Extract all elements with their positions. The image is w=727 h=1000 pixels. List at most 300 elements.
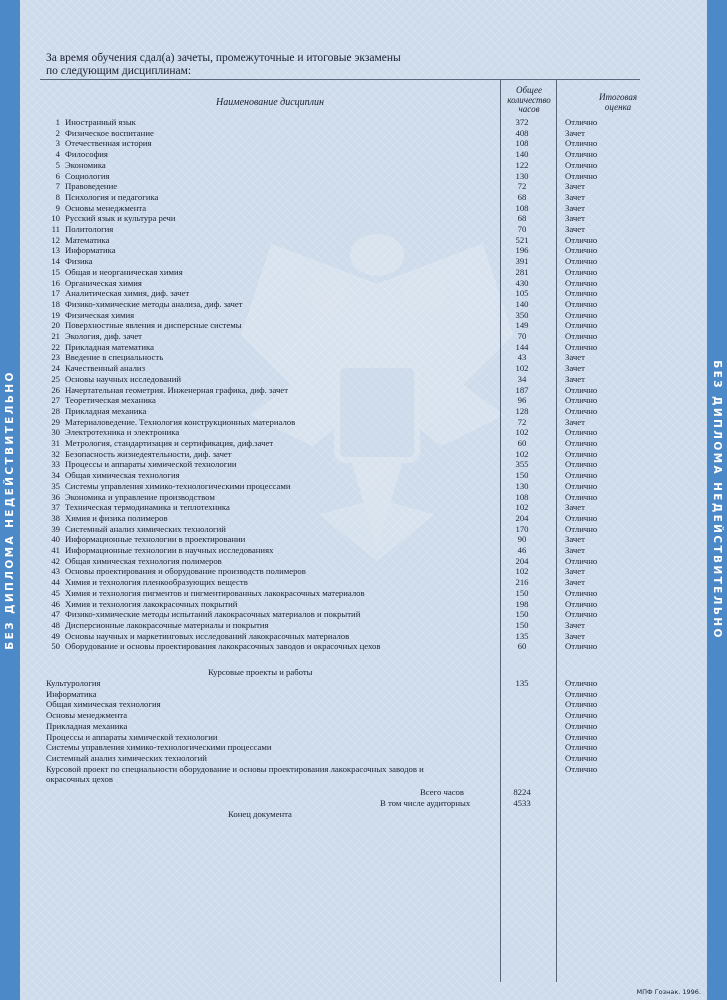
discipline-hours: 72 bbox=[517, 181, 527, 192]
auditory-hours-label: В том числе аудиторных bbox=[380, 798, 471, 808]
discipline-grade: Отлично bbox=[565, 277, 598, 288]
table-row bbox=[0, 181, 727, 192]
table-row bbox=[0, 256, 727, 267]
discipline-number: 42 bbox=[51, 555, 60, 566]
coursework-hours: 135 bbox=[515, 678, 529, 688]
column-header-hours-line-2: количество bbox=[507, 94, 551, 105]
discipline-hours: 108 bbox=[515, 202, 529, 213]
table-row bbox=[0, 342, 727, 353]
table-row bbox=[0, 524, 727, 535]
discipline-name: Процессы и аппараты химической технологии bbox=[65, 459, 237, 470]
discipline-grade: Зачет bbox=[565, 502, 585, 513]
column-header-grade-line-2: оценка bbox=[604, 101, 632, 112]
table-row bbox=[0, 213, 727, 224]
table-row bbox=[0, 438, 727, 449]
discipline-number: 37 bbox=[51, 502, 60, 513]
header-line-1: За время обучения сдал(а) зачеты, промежуточные и итоговые экзамены bbox=[46, 52, 401, 64]
discipline-hours: 60 bbox=[517, 438, 527, 448]
table-row bbox=[0, 149, 727, 160]
table-row bbox=[0, 310, 727, 321]
discipline-number: 45 bbox=[51, 587, 60, 598]
discipline-hours: 170 bbox=[515, 523, 529, 534]
discipline-name: Математика bbox=[65, 234, 110, 245]
discipline-grade: Отлично bbox=[565, 555, 598, 566]
discipline-name: Оборудование и основы проектирования лакокрасочных заводов и окрасочных цехов bbox=[65, 641, 381, 652]
discipline-name: Общая и неорганическая химия bbox=[65, 266, 183, 277]
discipline-grade: Отлично bbox=[565, 470, 598, 481]
discipline-hours: 60 bbox=[517, 641, 527, 652]
discipline-hours: 144 bbox=[515, 341, 529, 352]
discipline-hours: 102 bbox=[515, 448, 529, 459]
coursework-name: Культурология bbox=[46, 678, 101, 688]
coursework-name: окрасочных цехов bbox=[46, 774, 113, 785]
discipline-grade: Зачет bbox=[565, 127, 585, 138]
discipline-name: Качественный анализ bbox=[65, 363, 145, 374]
discipline-name: Основы научных исследований bbox=[65, 373, 182, 384]
discipline-grade: Зачет bbox=[565, 224, 585, 234]
table-row bbox=[0, 566, 727, 577]
discipline-number: 32 bbox=[51, 448, 60, 459]
coursework-name: Прикладная механика bbox=[46, 720, 128, 731]
discipline-hours: 46 bbox=[517, 545, 527, 555]
discipline-number: 2 bbox=[55, 127, 60, 138]
table-row bbox=[0, 128, 727, 139]
discipline-hours: 355 bbox=[515, 459, 529, 470]
table-row bbox=[0, 556, 727, 567]
table-row bbox=[0, 588, 727, 599]
discipline-hours: 90 bbox=[517, 534, 527, 545]
coursework-grade: Отлично bbox=[565, 678, 598, 688]
discipline-grade: Отлично bbox=[565, 438, 598, 448]
discipline-hours: 128 bbox=[515, 405, 529, 416]
discipline-name: Физико-химические методы испытаний лакокрасочных материалов и покрытий bbox=[65, 609, 361, 620]
discipline-hours: 521 bbox=[515, 234, 529, 245]
coursework-grade: Отлично bbox=[565, 720, 598, 731]
discipline-hours: 34 bbox=[517, 373, 527, 384]
table-row bbox=[0, 417, 727, 428]
table-row bbox=[0, 171, 727, 182]
discipline-hours: 281 bbox=[515, 266, 529, 277]
discipline-hours: 105 bbox=[515, 288, 529, 299]
discipline-hours: 102 bbox=[515, 502, 529, 513]
discipline-name: Химия и технология лакокрасочных покрытий bbox=[65, 598, 238, 609]
discipline-number: 31 bbox=[51, 438, 60, 448]
coursework-row bbox=[0, 742, 727, 753]
discipline-hours: 135 bbox=[515, 630, 529, 641]
discipline-grade: Отлично bbox=[565, 459, 598, 470]
discipline-grade: Зачет bbox=[565, 630, 585, 641]
coursework-name: Основы менеджмента bbox=[46, 710, 128, 721]
table-row bbox=[0, 470, 727, 481]
discipline-name: Экология, диф. зачет bbox=[65, 331, 142, 341]
table-row bbox=[0, 331, 727, 342]
discipline-number: 17 bbox=[51, 288, 60, 299]
discipline-name: Прикладная механика bbox=[65, 405, 147, 416]
discipline-hours: 150 bbox=[515, 619, 529, 630]
discipline-grade: Зачет bbox=[565, 416, 585, 427]
discipline-hours: 150 bbox=[515, 470, 529, 481]
table-row bbox=[0, 363, 727, 374]
table-row bbox=[0, 641, 727, 652]
column-header-hours-line-1: Общее bbox=[515, 85, 543, 95]
discipline-grade: Отлично bbox=[565, 512, 598, 523]
discipline-grade: Отлично bbox=[565, 320, 598, 331]
discipline-grade: Зачет bbox=[565, 545, 585, 555]
coursework-row bbox=[0, 721, 727, 732]
end-of-document: Конец документа bbox=[228, 809, 292, 819]
discipline-number: 14 bbox=[51, 256, 60, 267]
coursework-name: Системы управления химико-технологическими процессами bbox=[46, 742, 272, 753]
discipline-number: 49 bbox=[51, 630, 60, 641]
column-header-hours-line-3: часов bbox=[518, 104, 540, 114]
discipline-name: Системный анализ химических технологий bbox=[65, 523, 226, 534]
table-row bbox=[0, 224, 727, 235]
discipline-hours: 108 bbox=[515, 491, 529, 502]
table-row bbox=[0, 406, 727, 417]
discipline-number: 22 bbox=[51, 341, 60, 352]
discipline-name: Политология bbox=[65, 224, 114, 234]
discipline-number: 16 bbox=[51, 277, 60, 288]
discipline-hours: 150 bbox=[515, 587, 529, 598]
discipline-grade: Отлично bbox=[565, 245, 598, 256]
table-row bbox=[0, 609, 727, 620]
discipline-grade: Зачет bbox=[565, 373, 585, 384]
auditory-hours-value: 4533 bbox=[513, 798, 531, 808]
discipline-hours: 372 bbox=[515, 117, 529, 127]
discipline-number: 26 bbox=[51, 384, 60, 395]
discipline-grade: Зачет bbox=[565, 534, 585, 545]
discipline-name: Введение в специальность bbox=[65, 352, 164, 363]
table-row bbox=[0, 481, 727, 492]
total-hours-value: 8224 bbox=[513, 787, 531, 797]
discipline-hours: 430 bbox=[515, 277, 529, 288]
discipline-name: Начертательная геометрия. Инженерная графика, диф. зачет bbox=[65, 384, 288, 395]
discipline-hours: 102 bbox=[515, 427, 529, 438]
discipline-grade: Отлично bbox=[565, 598, 598, 609]
discipline-number: 13 bbox=[51, 245, 60, 256]
discipline-number: 21 bbox=[51, 331, 60, 341]
table-row bbox=[0, 235, 727, 246]
discipline-number: 43 bbox=[51, 566, 60, 577]
discipline-number: 44 bbox=[51, 577, 60, 588]
discipline-number: 40 bbox=[51, 534, 60, 545]
discipline-number: 27 bbox=[51, 395, 60, 406]
coursework-name: Системный анализ химических технологий bbox=[46, 752, 207, 763]
coursework-row bbox=[0, 699, 727, 710]
discipline-hours: 72 bbox=[517, 416, 527, 427]
discipline-number: 20 bbox=[51, 320, 60, 331]
discipline-name: Общая химическая технология bbox=[65, 470, 180, 481]
discipline-hours: 70 bbox=[517, 331, 527, 341]
coursework-row bbox=[0, 710, 727, 721]
discipline-number: 9 bbox=[55, 202, 60, 213]
table-row bbox=[0, 278, 727, 289]
discipline-number: 47 bbox=[51, 609, 60, 620]
discipline-grade: Отлично bbox=[565, 587, 598, 598]
discipline-grade: Отлично bbox=[565, 298, 598, 309]
discipline-name: Теоретическая механика bbox=[65, 395, 156, 406]
discipline-name: Органическая химия bbox=[65, 277, 142, 288]
column-header-name: Наименование дисциплин bbox=[216, 97, 324, 108]
discipline-name: Безопасность жизнедеятельности, диф. зачет bbox=[65, 448, 232, 459]
table-row bbox=[0, 299, 727, 310]
discipline-number: 3 bbox=[55, 138, 60, 149]
discipline-number: 7 bbox=[55, 181, 60, 192]
discipline-grade: Отлично bbox=[565, 138, 598, 149]
table-row bbox=[0, 288, 727, 299]
table-row bbox=[0, 203, 727, 214]
discipline-hours: 130 bbox=[515, 170, 529, 181]
discipline-grade: Отлично bbox=[565, 395, 598, 406]
discipline-name: Прикладная математика bbox=[65, 341, 154, 352]
discipline-grade: Отлично bbox=[565, 117, 598, 127]
document-header bbox=[46, 52, 401, 78]
discipline-hours: 96 bbox=[517, 395, 527, 406]
discipline-hours: 68 bbox=[517, 191, 527, 202]
table-row bbox=[0, 502, 727, 513]
table-row bbox=[0, 620, 727, 631]
discipline-grade: Зачет bbox=[565, 191, 585, 202]
discipline-number: 19 bbox=[51, 309, 60, 320]
table-row bbox=[0, 631, 727, 642]
discipline-name: Правоведение bbox=[65, 181, 118, 192]
discipline-number: 8 bbox=[55, 191, 60, 202]
discipline-name: Общая химическая технология полимеров bbox=[65, 555, 222, 566]
discipline-number: 11 bbox=[51, 224, 60, 234]
discipline-grade: Зачет bbox=[565, 566, 585, 577]
discipline-grade: Отлично bbox=[565, 159, 598, 170]
discipline-hours: 196 bbox=[515, 245, 529, 256]
discipline-name: Иностранный язык bbox=[65, 117, 136, 127]
coursework-grade: Отлично bbox=[565, 752, 598, 763]
discipline-number: 34 bbox=[51, 470, 60, 481]
discipline-number: 12 bbox=[51, 234, 60, 245]
discipline-name: Экономика и управление производством bbox=[65, 491, 215, 502]
discipline-hours: 122 bbox=[515, 159, 529, 170]
discipline-number: 24 bbox=[51, 363, 60, 374]
discipline-name: Социология bbox=[65, 170, 110, 181]
discipline-number: 33 bbox=[51, 459, 60, 470]
coursework-row bbox=[0, 732, 727, 743]
discipline-grade: Зачет bbox=[565, 181, 585, 192]
coursework-name: Общая химическая технология bbox=[46, 699, 161, 710]
discipline-number: 18 bbox=[51, 298, 60, 309]
discipline-number: 29 bbox=[51, 416, 60, 427]
discipline-name: Системы управления химико-технологическими процессами bbox=[65, 480, 291, 491]
discipline-hours: 204 bbox=[515, 555, 529, 566]
coursework-name: Курсовой проект по специальности оборудование и основы проектирования лакокрасочных заводов и bbox=[46, 763, 424, 774]
coursework-grade: Отлично bbox=[565, 731, 598, 742]
discipline-grade: Отлично bbox=[565, 309, 598, 320]
discipline-number: 36 bbox=[51, 491, 60, 502]
discipline-grade: Отлично bbox=[565, 149, 598, 160]
table-row bbox=[0, 599, 727, 610]
discipline-number: 6 bbox=[55, 170, 60, 181]
discipline-name: Информационные технологии в проектировании bbox=[65, 534, 246, 545]
discipline-name: Информационные технологии в научных исследованиях bbox=[65, 545, 274, 555]
table-row bbox=[0, 352, 727, 363]
discipline-name: Основы менеджмента bbox=[65, 202, 147, 213]
discipline-name: Химия и технология пленкообразующих веществ bbox=[65, 577, 248, 588]
coursework-name: Информатика bbox=[46, 688, 97, 699]
table-row bbox=[0, 427, 727, 438]
discipline-grade: Отлично bbox=[565, 523, 598, 534]
discipline-number: 25 bbox=[51, 373, 60, 384]
discipline-name: Химия и физика полимеров bbox=[65, 512, 168, 523]
discipline-grade: Отлично bbox=[565, 405, 598, 416]
table-row bbox=[0, 449, 727, 460]
discipline-name: Аналитическая химия, диф. зачет bbox=[65, 288, 190, 299]
discipline-grade: Отлично bbox=[565, 427, 598, 438]
discipline-grade: Отлично bbox=[565, 448, 598, 459]
discipline-hours: 43 bbox=[517, 352, 527, 363]
discipline-grade: Отлично bbox=[565, 609, 598, 620]
discipline-grade: Зачет bbox=[565, 619, 585, 630]
discipline-number: 4 bbox=[55, 149, 60, 160]
discipline-name: Физико-химические методы анализа, диф. зачет bbox=[65, 298, 243, 309]
table-row bbox=[0, 138, 727, 149]
discipline-grade: Отлично bbox=[565, 266, 598, 277]
discipline-hours: 150 bbox=[515, 609, 529, 620]
discipline-hours: 140 bbox=[515, 149, 529, 160]
discipline-name: Материаловедение. Технология конструкционных материалов bbox=[65, 416, 296, 427]
discipline-name: Химия и технология пигментов и пигментированных лакокрасочных материалов bbox=[65, 587, 365, 598]
table-row bbox=[0, 545, 727, 556]
coursework-name: Процессы и аппараты химической технологии bbox=[46, 731, 218, 742]
table-row bbox=[0, 374, 727, 385]
coursework-grade: Отлично bbox=[565, 710, 598, 721]
column-header-hours bbox=[500, 86, 558, 115]
discipline-hours: 198 bbox=[515, 598, 529, 609]
discipline-number: 50 bbox=[51, 641, 60, 652]
discipline-name: Информатика bbox=[65, 245, 116, 256]
discipline-hours: 204 bbox=[515, 512, 529, 523]
coursework-row bbox=[0, 774, 727, 785]
discipline-grade: Зачет bbox=[565, 577, 585, 588]
discipline-name: Отечественная история bbox=[65, 138, 152, 149]
column-header-grade bbox=[578, 93, 658, 112]
discipline-grade: Отлично bbox=[565, 331, 598, 341]
discipline-name: Основы научных и маркетинговых исследований лакокрасочных материалов bbox=[65, 630, 350, 641]
table-row bbox=[0, 459, 727, 470]
table-row bbox=[0, 245, 727, 256]
discipline-grade: Зачет bbox=[565, 363, 585, 374]
discipline-name: Электротехника и электроника bbox=[65, 427, 180, 438]
table-row bbox=[0, 492, 727, 503]
discipline-number: 39 bbox=[51, 523, 60, 534]
discipline-number: 10 bbox=[51, 213, 60, 224]
coursework-row bbox=[0, 689, 727, 700]
table-row bbox=[0, 534, 727, 545]
discipline-name: Основы проектирования и оборудование производств полимеров bbox=[65, 566, 306, 577]
coursework-row bbox=[0, 753, 727, 764]
right-side-band-text: БЕЗ ДИПЛОМА НЕДЕЙСТВИТЕЛЬНО bbox=[711, 360, 723, 640]
discipline-hours: 70 bbox=[517, 224, 527, 234]
discipline-number: 46 bbox=[51, 598, 60, 609]
discipline-name: Дисперсионные лакокрасочные материалы и покрытия bbox=[65, 619, 269, 630]
table-top-rule bbox=[40, 79, 640, 80]
header-line-2: по следующим дисциплинам: bbox=[46, 65, 192, 77]
discipline-grade: Отлично bbox=[565, 170, 598, 181]
discipline-hours: 102 bbox=[515, 566, 529, 577]
discipline-hours: 108 bbox=[515, 138, 529, 149]
discipline-name: Русский язык и культура речи bbox=[65, 213, 176, 224]
table-row bbox=[0, 267, 727, 278]
total-hours-label: Всего часов bbox=[420, 787, 465, 797]
discipline-number: 5 bbox=[55, 159, 60, 170]
discipline-name: Физическое воспитание bbox=[65, 127, 154, 138]
discipline-name: Философия bbox=[65, 149, 108, 160]
coursework-row bbox=[0, 678, 727, 689]
discipline-name: Метрология, стандартизация и сертификация, диф.зачет bbox=[65, 438, 274, 448]
table-row bbox=[0, 192, 727, 203]
discipline-grade: Отлично bbox=[565, 341, 598, 352]
table-row bbox=[0, 385, 727, 396]
discipline-number: 1 bbox=[55, 117, 60, 127]
table-row bbox=[0, 160, 727, 171]
discipline-hours: 408 bbox=[515, 127, 529, 138]
discipline-name: Экономика bbox=[65, 159, 106, 170]
discipline-number: 48 bbox=[51, 619, 60, 630]
discipline-grade: Отлично bbox=[565, 256, 598, 267]
coursework-title: Курсовые проекты и работы bbox=[208, 667, 313, 677]
discipline-number: 15 bbox=[51, 266, 60, 277]
column-header-grade-line-1: Итоговая bbox=[598, 92, 638, 102]
discipline-hours: 130 bbox=[515, 480, 529, 491]
coursework-row bbox=[0, 764, 727, 775]
discipline-hours: 140 bbox=[515, 298, 529, 309]
discipline-name: Техническая термодинамика и теплотехника bbox=[65, 502, 230, 513]
discipline-hours: 187 bbox=[515, 384, 529, 395]
left-side-band-text: БЕЗ ДИПЛОМА НЕДЕЙСТВИТЕЛЬНО bbox=[4, 370, 16, 650]
coursework-grade: Отлично bbox=[565, 688, 598, 699]
discipline-grade: Отлично bbox=[565, 480, 598, 491]
table-row bbox=[0, 577, 727, 588]
table-row bbox=[0, 513, 727, 524]
discipline-grade: Зачет bbox=[565, 213, 585, 224]
discipline-hours: 391 bbox=[515, 256, 529, 267]
discipline-name: Физика bbox=[65, 256, 93, 267]
discipline-name: Поверхностные явления и дисперсные системы bbox=[65, 320, 242, 331]
discipline-name: Физическая химия bbox=[65, 309, 135, 320]
discipline-name: Психология и педагогика bbox=[65, 191, 159, 202]
discipline-number: 41 bbox=[51, 545, 60, 555]
printer-mark: МПФ Гознак. 1996. bbox=[636, 988, 701, 996]
discipline-hours: 149 bbox=[515, 320, 529, 331]
discipline-grade: Отлично bbox=[565, 288, 598, 299]
discipline-number: 28 bbox=[51, 405, 60, 416]
discipline-hours: 216 bbox=[515, 577, 529, 588]
table-row bbox=[0, 395, 727, 406]
discipline-grade: Отлично bbox=[565, 491, 598, 502]
discipline-grade: Отлично bbox=[565, 234, 598, 245]
table-row bbox=[0, 320, 727, 331]
coursework-grade: Отлично bbox=[565, 763, 598, 774]
discipline-hours: 68 bbox=[517, 213, 527, 224]
discipline-number: 23 bbox=[51, 352, 60, 363]
table-row bbox=[0, 117, 727, 128]
coursework-grade: Отлично bbox=[565, 742, 598, 753]
discipline-hours: 102 bbox=[515, 363, 529, 374]
discipline-grade: Отлично bbox=[565, 641, 598, 652]
coursework-grade: Отлично bbox=[565, 699, 598, 710]
discipline-number: 35 bbox=[51, 480, 60, 491]
discipline-grade: Отлично bbox=[565, 384, 598, 395]
discipline-hours: 350 bbox=[515, 309, 529, 320]
discipline-number: 38 bbox=[51, 512, 60, 523]
discipline-number: 30 bbox=[51, 427, 60, 438]
discipline-grade: Зачет bbox=[565, 202, 585, 213]
